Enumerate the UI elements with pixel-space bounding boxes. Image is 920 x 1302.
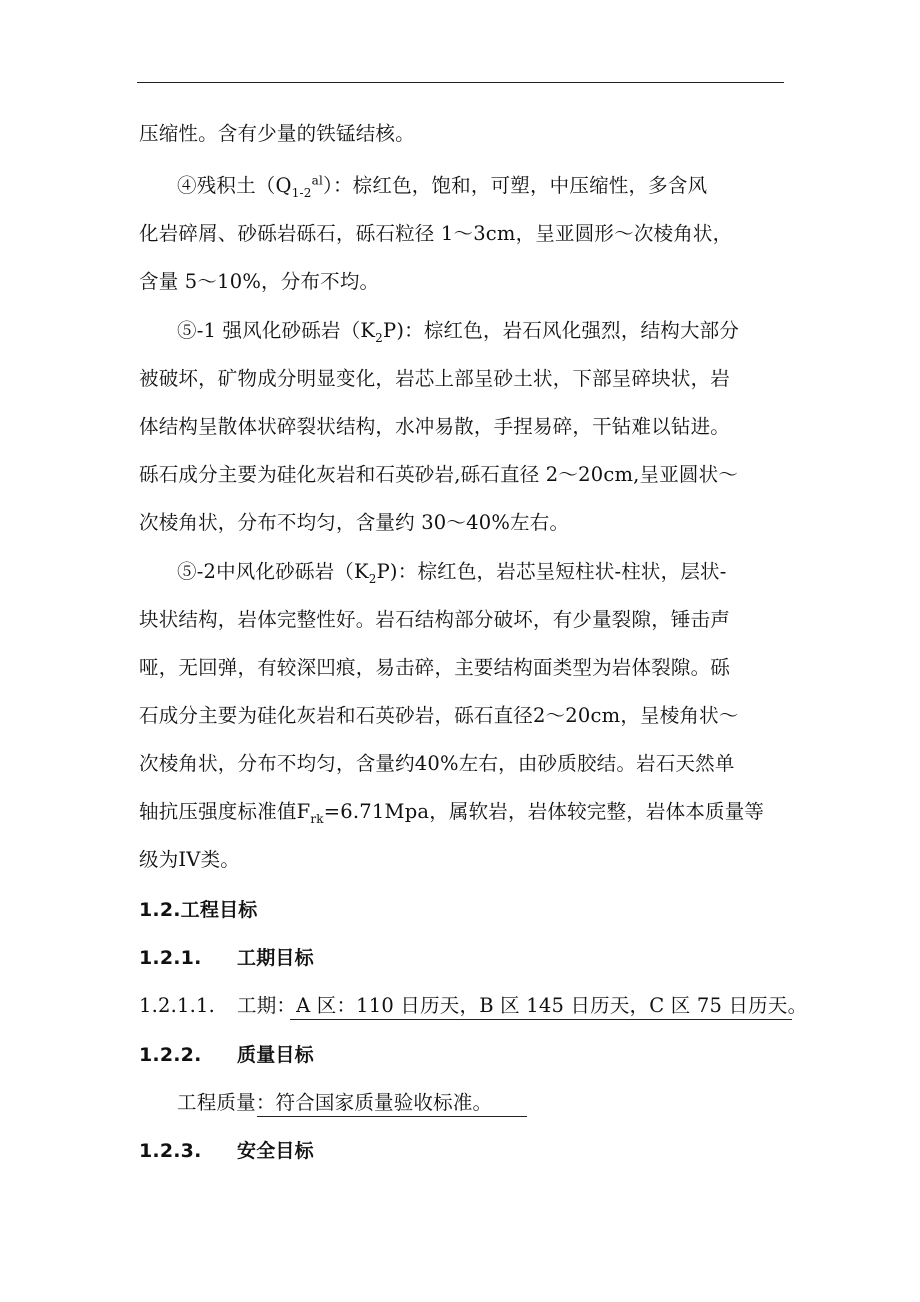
soil4-line-2: 化岩碎屑、砂砾岩砾石，砾石粒径 1～3cm，呈亚圆形～次棱角状， — [139, 222, 733, 245]
rock52-line-1: ⑤-2中风化砂砾岩$(K_2P)$：棕红色，岩芯呈短柱状-柱状，层状- — [177, 560, 727, 586]
section-heading-1-2-2: 1.2.2. 质量目标 — [139, 1044, 314, 1066]
quality-target: 工程质量：符合国家质量验收标准。 — [177, 1091, 493, 1114]
header-rule — [137, 82, 784, 83]
quality-underline — [257, 1116, 527, 1117]
rock51-line-4: 砾石成分主要为硅化灰岩和石英砂岩,砾石直径 2～20cm,呈亚圆状～ — [139, 463, 739, 486]
rock51-line-3: 体结构呈散体状碎裂状结构，水冲易散，手捏易碎，干钻难以钻进。 — [139, 415, 731, 438]
schedule-target: 1.2.1.1. 工期：A 区：110 日历天，B 区 145 日历天，C 区 75 日历天。 — [139, 994, 808, 1017]
rock52-line-2: 块状结构，岩体完整性好。岩石结构部分破坏，有少量裂隙，锤击声 — [139, 608, 731, 631]
section-heading-1-2-1: 1.2.1. 工期目标 — [139, 947, 314, 969]
soil4-line-3: 含量 5～10%，分布不均。 — [139, 270, 380, 293]
soil4-line-1: ④残积土$(Q_{1-2}^{al})$：棕红色，饱和，可塑，中压缩性，多含风 — [177, 173, 708, 200]
rock52-line-5: 次棱角状，分布不均匀，含量约40%左右，由砂质胶结。岩石天然单 — [139, 752, 735, 775]
rock51-line-5: 次棱角状，分布不均匀，含量约 30～40%左右。 — [139, 511, 570, 534]
section-heading-1-2-3: 1.2.3. 安全目标 — [139, 1140, 314, 1162]
schedule-underline — [290, 1019, 792, 1020]
rock52-line-3: 哑，无回弹，有较深凹痕，易击碎，主要结构面类型为岩体裂隙。砾 — [139, 656, 731, 679]
rock51-line-2: 被破坏，矿物成分明显变化，岩芯上部呈砂土状，下部呈碎块状，岩 — [139, 367, 731, 390]
section-heading-1-2: 1.2.工程目标 — [139, 899, 258, 921]
paragraph-continuation: 压缩性。含有少量的铁锰结核。 — [139, 122, 415, 145]
rock52-line-6: 轴抗压强度标准值$F_{rk}=6.71Mpa$，属软岩，岩体较完整，岩体本质量等 — [139, 800, 765, 826]
rock51-line-1: ⑤-1 强风化砂砾岩$(K_2P)$：棕红色，岩石风化强烈，结构大部分 — [177, 319, 740, 345]
rock52-line-7: 级为IV类。 — [139, 848, 240, 871]
rock52-line-4: 石成分主要为硅化灰岩和石英砂岩，砾石直径2～20cm，呈棱角状～ — [139, 704, 739, 727]
